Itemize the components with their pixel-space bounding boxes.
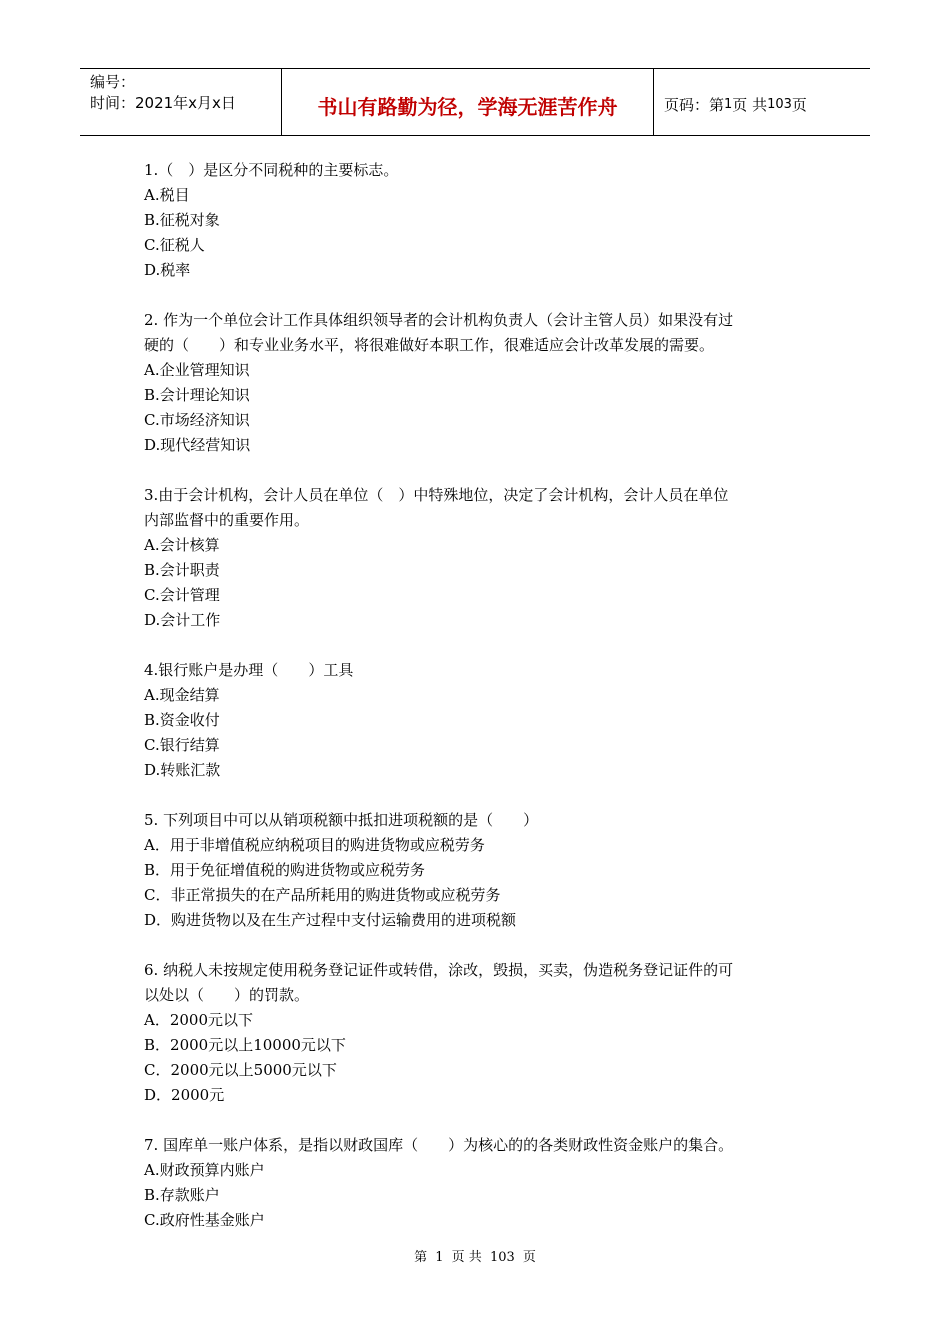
question-stem: 内部监督中的重要作用。 (144, 511, 310, 529)
question-stem: 6. 纳税人未按规定使用税务登记证件或转借，涂改，毁损，买卖，伪造税务登记证件的可 (144, 961, 734, 979)
question-item (144, 308, 814, 458)
question-item (144, 658, 814, 783)
time-label: 时间：2021年x月x日 (90, 94, 236, 112)
question-option: D.会计工作 (144, 611, 221, 629)
page-total: 103 (767, 96, 792, 112)
question-stem: 以处以（ ）的罚款。 (144, 986, 310, 1004)
page-prefix: 页码：第 (664, 95, 725, 114)
header-meta (80, 69, 282, 135)
footer-mid: 页 共 (451, 1250, 482, 1265)
question-stem: 1.（ ）是区分不同税种的主要标志。 (144, 161, 399, 179)
question-option: A.企业管理知识 (144, 361, 250, 379)
footer-page: 1 (435, 1250, 444, 1265)
question-item (144, 483, 814, 633)
question-stem: 3.由于会计机构，会计人员在单位（ ）中特殊地位，决定了会计机构，会计人员在单位 (144, 486, 729, 504)
question-option: A.现金结算 (144, 686, 220, 704)
question-stem: 硬的（ ）和专业业务水平，将很难做好本职工作，很难适应会计改革发展的需要。 (144, 336, 715, 354)
question-option: A．2000元以下 (144, 1011, 254, 1029)
question-stem: 7. 国库单一账户体系，是指以财政国库（ ）为核心的的各类财政性资金账户的集合。 (144, 1136, 734, 1154)
question-option: B.存款账户 (144, 1186, 220, 1204)
number-label: 编号： (90, 73, 136, 91)
header-motto: 书山有路勤为径，学海无涯苦作舟 (282, 69, 654, 135)
question-option: D．2000元 (144, 1086, 225, 1104)
question-option: B．2000元以上10000元以下 (144, 1036, 346, 1054)
question-option: B.征税对象 (144, 211, 220, 229)
question-option: A．用于非增值税应纳税项目的购进货物或应税劳务 (144, 836, 485, 854)
question-item (144, 1133, 814, 1233)
question-stem: 4.银行账户是办理（ ）工具 (144, 661, 354, 679)
page-footer (0, 1246, 950, 1265)
question-item (144, 808, 814, 933)
question-option: C．2000元以上5000元以下 (144, 1061, 337, 1079)
question-option: B.会计理论知识 (144, 386, 250, 404)
question-item (144, 958, 814, 1108)
question-option: D.税率 (144, 261, 191, 279)
question-option: B．用于免征增值税的购进货物或应税劳务 (144, 861, 426, 879)
footer-suffix: 页 (522, 1250, 536, 1265)
question-option: C．非正常损失的在产品所耗用的购进货物或应税劳务 (144, 886, 501, 904)
page-suffix: 页 (791, 95, 807, 114)
question-stem: 5. 下列项目中可以从销项税额中抵扣进项税额的是（ ） (144, 811, 539, 829)
page-number: 1 (724, 96, 733, 112)
question-option: C.征税人 (144, 236, 205, 254)
question-option: A.财政预算内账户 (144, 1161, 265, 1179)
question-item (144, 158, 814, 283)
question-option: A.会计核算 (144, 536, 220, 554)
question-option: C.会计管理 (144, 586, 220, 604)
question-option: D.现代经营知识 (144, 436, 251, 454)
question-option: C.银行结算 (144, 736, 220, 754)
question-option: A.税目 (144, 186, 190, 204)
question-option: B.资金收付 (144, 711, 220, 729)
question-option: C.政府性基金账户 (144, 1211, 265, 1229)
question-option: C.市场经济知识 (144, 411, 250, 429)
footer-total: 103 (489, 1250, 515, 1265)
question-list (144, 158, 814, 1258)
footer-prefix: 第 (414, 1250, 428, 1265)
question-option: B.会计职责 (144, 561, 220, 579)
page-mid: 页 共 (732, 95, 768, 114)
question-stem: 2. 作为一个单位会计工作具体组织领导者的会计机构负责人（会计主管人员）如果没有过 (144, 311, 734, 329)
header-page-info (654, 69, 870, 135)
question-option: D.转账汇款 (144, 761, 221, 779)
page-header (80, 68, 870, 136)
question-option: D．购进货物以及在生产过程中支付运输费用的进项税额 (144, 911, 517, 929)
